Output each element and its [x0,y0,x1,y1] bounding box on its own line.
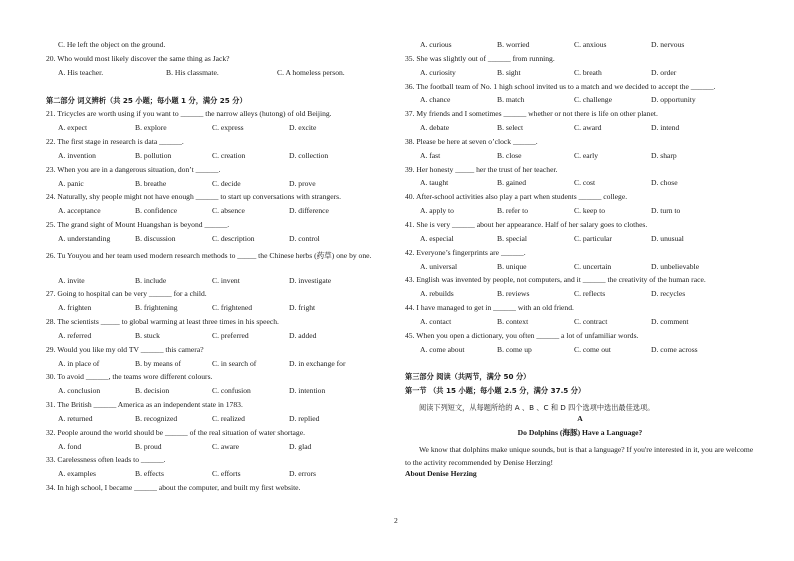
answer-option: C. uncertain [574,261,612,271]
answer-option: C. anxious [574,40,607,49]
question-text-content: 41. She is very ______ about her appearance. Half of her salary goes to clothes. [405,219,648,229]
answer-options [405,346,755,360]
answer-option: D. comment [651,316,689,326]
answer-options [46,387,391,401]
question-text-content: 34. In high school, I became ______ about the computer, and built my first website. [46,483,301,493]
answer-option: C. award [574,123,602,133]
answer-option: B. special [497,233,527,243]
question-text-content: 30. To avoid ______, the teams wore different colours. [46,372,213,382]
question-text [46,221,391,235]
answer-option: D. order [651,67,677,77]
answer-option: D. collection [289,150,329,160]
answer-option: A. fond [58,441,82,451]
answer-option: B. select [497,123,524,133]
question-text [46,138,391,152]
answer-options [46,332,391,346]
answer-options [46,277,391,291]
answer-option: A. fast [420,150,441,160]
answer-option: A. invention [58,150,96,160]
question-text-content: 26. Tu Youyou and her team used modern research methods to _____ the Chinese herbs (药草) one by one. [46,250,372,260]
instruction-text-content: 阅读下列短文，从每题所给的 A 、B 、C 和 D 四个选项中选出最佳选项。 [419,403,655,413]
question-text [46,55,391,69]
answer-option: A. invite [58,275,85,285]
question-text-content: 23. When you are in a dangerous situation, don’t ______. [46,164,221,174]
answer-option: A. rebuilds [420,289,454,299]
passage-paragraph-content: We know that dolphins make unique sounds, but is that a language? If you're interested in it, you are welcome to the activity recommended by Denise Herzing! [405,444,754,468]
answer-option: A. chance [420,95,451,105]
answer-option: C. creation [212,150,246,160]
question-text-content: 40. After-school activities also play a part when students ______ college. [405,192,628,202]
question-text-content: 33. Carelessness often leads to ______. [46,455,166,465]
question-text [46,166,391,180]
answer-options [46,180,391,194]
question-text-content: 35. She was slightly out of ______ from running. [405,53,555,63]
answer-option: A. contact [420,316,452,326]
answer-option: D. opportunity [651,95,696,105]
answer-option: C. aware [212,441,239,451]
section-heading-content: 第二部分 词义辨析（共 25 小题；每小题 1 分，满分 25 分） [46,95,247,105]
question-text-content: 31. The British ______ America as an independent state in 1783. [46,400,243,410]
answer-options [405,318,755,332]
question-text-content: 45. When you open a dictionary, you often ______ a lot of unfamiliar words. [405,330,639,340]
answer-options [405,152,755,166]
question-text-content: 22. The first stage in research is data ______. [46,137,184,147]
answer-option: C. absence [212,206,245,216]
answer-options [405,290,755,304]
answer-option: C. early [574,150,599,160]
answer-option: C. He left the object on the ground. [58,40,166,49]
answer-option: D. come across [651,344,698,354]
spacer [405,359,755,373]
question-text-content: 38. Please be here at seven o’clock ______. [405,136,538,146]
answer-option: B. refer to [497,206,528,216]
question-text [405,166,755,180]
question-text-content: 42. Everyone’s fingerprints are ______. [405,247,526,257]
question-text [46,429,391,443]
question-text [46,373,391,387]
answer-option: B. proud [135,441,162,451]
answer-option: A. panic [58,178,84,188]
answer-option: B. frightening [135,303,178,313]
question-text-content: 24. Naturally, shy people might not have enough ______ to start up conversations with strangers. [46,192,341,202]
question-text [405,276,755,290]
answer-option: C. express [212,123,244,133]
answer-option: B. by means of [135,358,181,368]
answer-option: B. match [497,95,525,105]
answer-option: D. investigate [289,275,332,285]
answer-option: D. replied [289,413,320,423]
question-text [46,346,391,360]
passage-title-content: Do Dolphins (海豚) Have a Language? [517,427,643,437]
answer-options [46,235,391,249]
answer-option: A. expect [58,123,88,133]
answer-option: D. fright [289,303,316,313]
answer-option: B. explore [135,123,167,133]
question-text [405,55,755,69]
question-text [405,221,755,235]
answer-option: B. reviews [497,289,530,299]
answer-option: A. understanding [58,233,111,243]
question-text-content: 32. People around the world should be ______ of the real situation of water shortage. [46,427,305,437]
answer-option: B. sight [497,67,521,77]
left-column [46,41,391,498]
question-text [46,401,391,415]
answer-option: B. unique [497,261,527,271]
answer-options [46,69,391,83]
answer-option: B. decision [135,386,170,396]
answer-option: D. control [289,233,320,243]
answer-options [405,41,755,55]
answer-option: B. gained [497,178,527,188]
answer-options [405,207,755,221]
question-text-content: 25. The grand sight of Mount Huangshan is beyond ______. [46,220,230,230]
question-text-content: 27. Going to hospital can be very ______ for a child. [46,289,207,299]
answer-option: A. conclusion [58,386,101,396]
question-text [405,83,755,97]
answer-option: B. stuck [135,330,160,340]
passage-title-content: A [577,413,583,423]
answer-option: C. reflects [574,289,606,299]
answer-option: D. errors [289,469,316,479]
answer-option: D. prove [289,178,316,188]
answer-option: C. preferred [212,330,249,340]
answer-option: C. invent [212,275,240,285]
answer-options [405,96,755,110]
question-text [405,304,755,318]
answer-option: D. chose [651,178,678,188]
answer-option: B. come up [497,344,532,354]
section-heading-content: 第三部分 阅读（共两节，满分 50 分） [405,372,531,382]
answer-option: D. turn to [651,206,681,216]
answer-option: D. nervous [651,40,685,49]
answer-option: D. unusual [651,233,684,243]
answer-option: C. contract [574,316,608,326]
answer-option: B. discussion [135,233,176,243]
answer-option: A. apply to [420,206,454,216]
question-text [405,332,755,346]
question-text [46,110,391,124]
answer-option: C. challenge [574,95,612,105]
answer-option: D. sharp [651,150,677,160]
passage-subheading [405,470,755,484]
answer-option: B. close [497,150,522,160]
answer-option: C. description [212,233,255,243]
answer-options [46,207,391,221]
answer-option: A. examples [58,469,96,479]
answer-option: B. context [497,316,529,326]
right-column [405,41,755,484]
answer-option: A. curious [420,40,452,49]
question-text [46,318,391,332]
answer-options [405,263,755,277]
question-text-content: 39. Her honesty _____ her the trust of her teacher. [405,164,558,174]
answer-option: A. returned [58,413,93,423]
answer-option: B. pollution [135,150,172,160]
answer-option: B. His classmate. [166,67,219,77]
answer-options [46,443,391,457]
answer-option: D. recycles [651,289,686,299]
answer-option: A. referred [58,330,92,340]
passage-subheading-content: About Denise Herzing [405,469,477,479]
answer-option: C. come out [574,344,611,354]
answer-options [405,235,755,249]
page-number: 2 [394,516,398,525]
answer-option: A. especial [420,233,454,243]
answer-option: B. effects [135,469,164,479]
question-text-content: 36. The football team of No. 1 high school invited us to a match and we decided to accept the ______. [405,81,716,91]
answer-option: B. breathe [135,178,167,188]
answer-option: B. confidence [135,206,178,216]
question-text [405,138,755,152]
answer-option: C. keep to [574,206,606,216]
section-heading [405,373,755,387]
answer-option: D. intention [289,386,326,396]
answer-option: C. decide [212,178,241,188]
answer-option: A. acceptance [58,206,101,216]
passage-title [405,415,755,429]
section-heading [46,97,391,111]
answer-option: A. debate [420,123,450,133]
answer-options [46,470,391,484]
section-heading-content: 第一节 （共 15 小题；每小题 2.5 分，满分 37.5 分） [405,386,586,396]
question-text [405,193,755,207]
question-text [46,193,391,207]
question-text-content: 21. Tricycles are worth using if you want to ______ the narrow alleys (hutong) of old Beijing. [46,109,332,119]
question-text [46,290,391,304]
passage-paragraph [405,443,755,471]
section-heading [405,387,755,401]
answer-option: C. cost [574,178,596,188]
answer-options [46,360,391,374]
passage-title [405,429,755,443]
question-text-content: 43. English was invented by people, not computers, and it ______ the creativity of the human race. [405,275,706,285]
answer-options [46,415,391,429]
question-text [46,484,391,498]
answer-option: C. A homeless person. [277,67,345,77]
answer-options [46,304,391,318]
question-text [405,249,755,263]
answer-option: A. come about [420,344,465,354]
answer-option: B. include [135,275,167,285]
answer-options [46,41,391,55]
answer-option: A. curiosity [420,67,456,77]
answer-option: C. particular [574,233,612,243]
answer-options [405,69,755,83]
answer-option: A. His teacher. [58,67,104,77]
question-text [46,456,391,470]
answer-option: A. in place of [58,358,100,368]
instruction-text [405,401,755,415]
spacer [46,83,391,97]
question-text-content: 28. The scientists _____ to global warming at least three times in his speech. [46,317,279,327]
answer-option: D. difference [289,206,329,216]
question-text-content: 20. Who would most likely discover the same thing as Jack? [46,53,230,63]
question-text [46,249,391,277]
answer-option: C. in search of [212,358,257,368]
question-text-content: 29. Would you like my old TV ______ this camera? [46,344,204,354]
answer-option: B. worried [497,40,530,49]
answer-option: A. universal [420,261,458,271]
answer-option: D. added [289,330,317,340]
answer-option: D. intend [651,123,680,133]
question-text-content: 37. My friends and I sometimes ______ whether or not there is life on other planet. [405,109,658,119]
answer-option: D. in exchange for [289,358,346,368]
answer-option: D. glad [289,441,312,451]
answer-option: C. efforts [212,469,241,479]
answer-options [405,179,755,193]
answer-options [405,124,755,138]
question-text [405,110,755,124]
answer-option: C. realized [212,413,245,423]
question-text-content: 44. I have managed to get in ______ with an old friend. [405,303,574,313]
answer-option: B. recognized [135,413,178,423]
answer-option: A. taught [420,178,449,188]
answer-options [46,124,391,138]
answer-option: D. unbelievable [651,261,700,271]
answer-options [46,152,391,166]
answer-option: C. breath [574,67,602,77]
answer-option: A. frighten [58,303,92,313]
answer-option: D. excite [289,123,317,133]
answer-option: C. frightened [212,303,253,313]
answer-option: C. confusion [212,386,251,396]
